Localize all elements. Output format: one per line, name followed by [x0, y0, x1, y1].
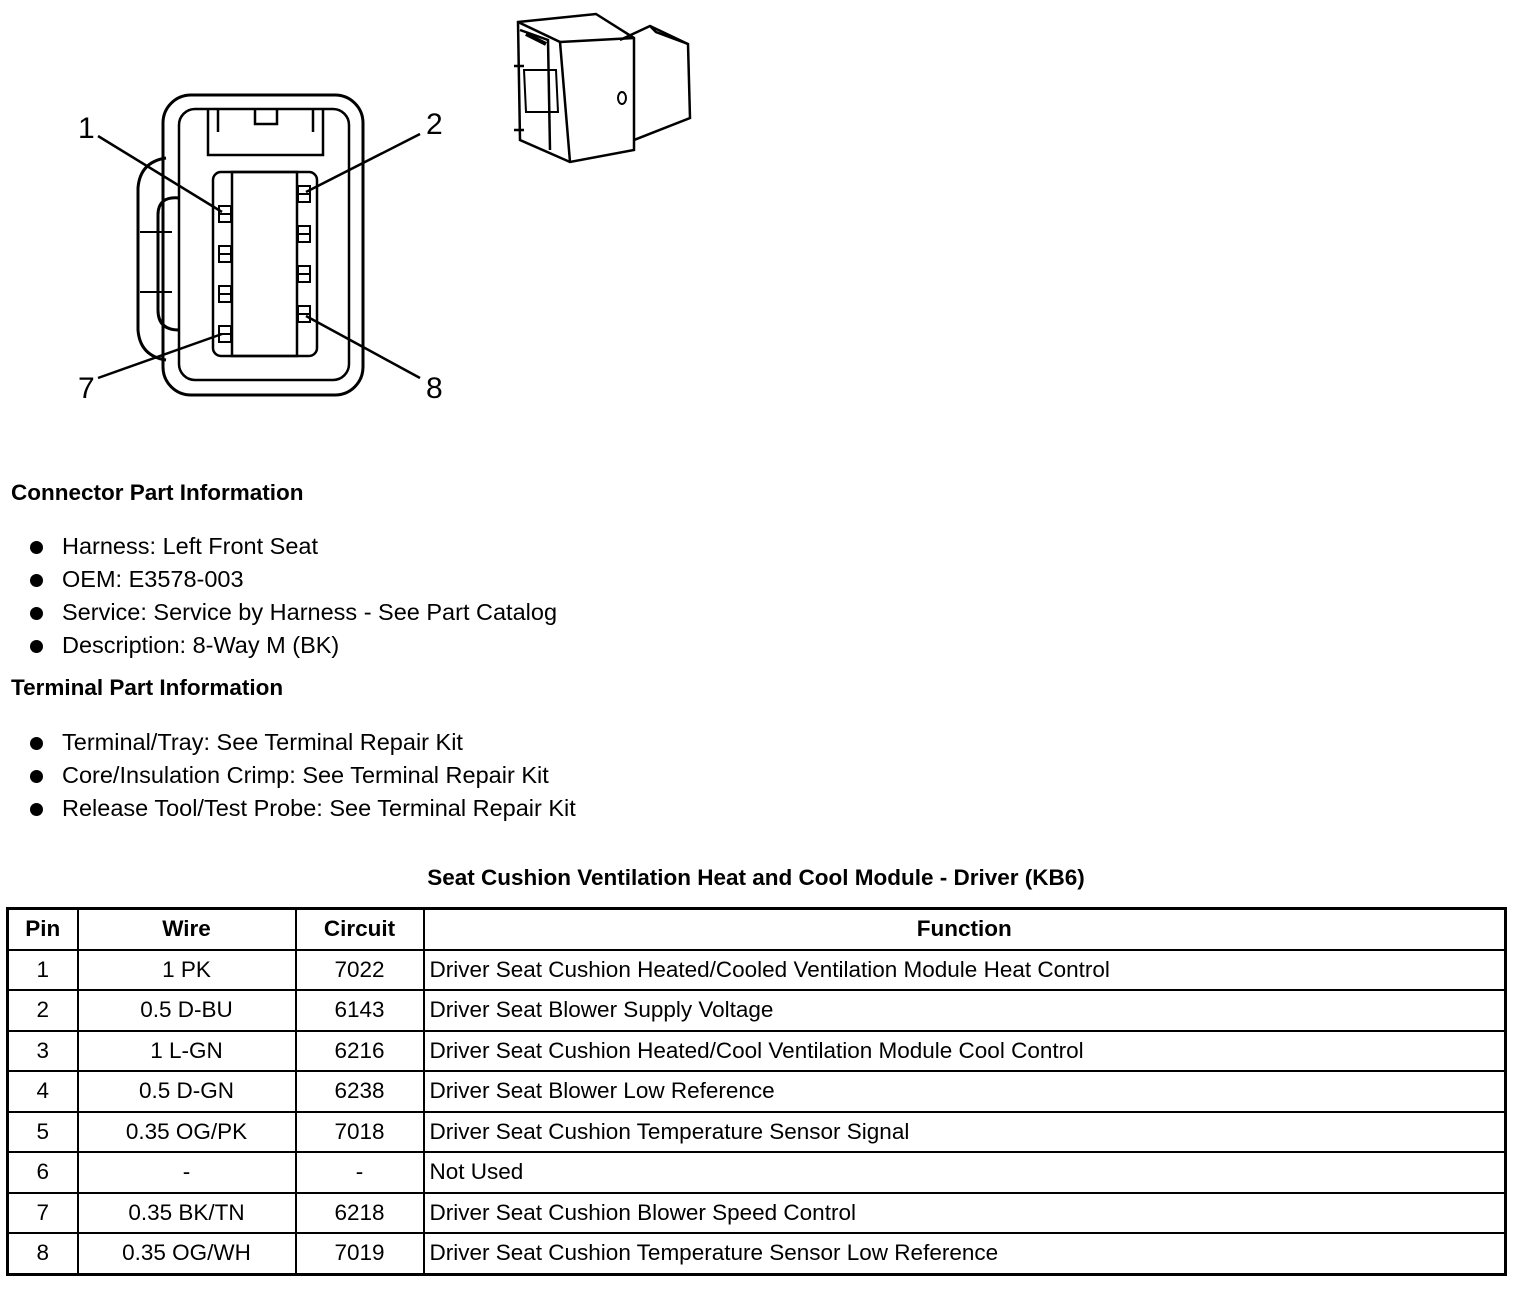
callout-pin-8: 8: [426, 372, 443, 405]
list-item: [28, 759, 576, 792]
cell-pin: 7: [8, 1193, 78, 1234]
connector-info-list: [28, 530, 557, 662]
cell-wire: 0.5 D-GN: [78, 1071, 296, 1112]
cell-wire: 0.5 D-BU: [78, 990, 296, 1031]
cell-pin: 3: [8, 1031, 78, 1072]
cell-function: Driver Seat Cushion Temperature Sensor Low Reference: [424, 1233, 1506, 1274]
header-circuit: Circuit: [296, 909, 424, 950]
cell-function: Driver Seat Blower Low Reference: [424, 1071, 1506, 1112]
table-row: [8, 1031, 1506, 1072]
header-wire: Wire: [78, 909, 296, 950]
oem-text: OEM: E3578-003: [62, 566, 244, 592]
connector-diagram: [0, 0, 760, 440]
table-row: [8, 1152, 1506, 1193]
bullet-icon: [30, 737, 43, 750]
cell-circuit: 6218: [296, 1193, 424, 1234]
terminal-info-heading: Terminal Part Information: [11, 675, 284, 700]
bullet-icon: [30, 607, 43, 620]
cell-wire: 1 L-GN: [78, 1031, 296, 1072]
right-terminals: [298, 186, 310, 322]
table-row: [8, 950, 1506, 991]
bullet-icon: [30, 541, 43, 554]
pin-table: [6, 907, 1507, 1276]
list-item: [28, 596, 557, 629]
table-row: [8, 990, 1506, 1031]
connector-info-heading: Connector Part Information: [11, 480, 304, 505]
cell-circuit: 7019: [296, 1233, 424, 1274]
cell-function: Driver Seat Cushion Heated/Cool Ventilation Module Cool Control: [424, 1031, 1506, 1072]
bullet-icon: [30, 574, 43, 587]
cell-circuit: 6238: [296, 1071, 424, 1112]
bullet-icon: [30, 803, 43, 816]
harness-text: Harness: Left Front Seat: [62, 533, 319, 559]
cell-pin: 5: [8, 1112, 78, 1153]
cell-wire: 0.35 OG/WH: [78, 1233, 296, 1274]
cell-function: Not Used: [424, 1152, 1506, 1193]
callout-pin-2: 2: [426, 108, 443, 141]
header-function: Function: [424, 909, 1506, 950]
release-tool-text: Release Tool/Test Probe: See Terminal Repair Kit: [62, 795, 576, 821]
core-crimp-text: Core/Insulation Crimp: See Terminal Repair Kit: [62, 762, 549, 788]
header-pin: Pin: [8, 909, 78, 950]
cell-wire: 0.35 OG/PK: [78, 1112, 296, 1153]
list-item: [28, 530, 557, 563]
pin-table-title: Seat Cushion Ventilation Heat and Cool Module - Driver (KB6): [427, 865, 1085, 890]
table-header-row: [8, 909, 1506, 950]
table-row: [8, 1193, 1506, 1234]
cell-pin: 8: [8, 1233, 78, 1274]
list-item: [28, 792, 576, 825]
table-row: [8, 1071, 1506, 1112]
cell-circuit: -: [296, 1152, 424, 1193]
cell-function: Driver Seat Cushion Heated/Cooled Ventilation Module Heat Control: [424, 950, 1506, 991]
callout-leaders: [98, 134, 420, 378]
cell-function: Driver Seat Blower Supply Voltage: [424, 990, 1506, 1031]
cell-pin: 2: [8, 990, 78, 1031]
terminal-info-list: [28, 726, 576, 825]
service-text: Service: Service by Harness - See Part Catalog: [62, 599, 558, 625]
cell-circuit: 6143: [296, 990, 424, 1031]
bullet-icon: [30, 770, 43, 783]
list-item: [28, 726, 576, 759]
table-row: [8, 1112, 1506, 1153]
cell-circuit: 7018: [296, 1112, 424, 1153]
cell-function: Driver Seat Cushion Temperature Sensor Signal: [424, 1112, 1506, 1153]
list-item: [28, 629, 557, 662]
callout-pin-1: 1: [78, 112, 95, 145]
table-row: [8, 1233, 1506, 1274]
cell-pin: 1: [8, 950, 78, 991]
connector-face-view: [98, 95, 420, 395]
terminal-tray-text: Terminal/Tray: See Terminal Repair Kit: [62, 729, 463, 755]
left-terminals: [219, 206, 231, 342]
cell-circuit: 7022: [296, 950, 424, 991]
cell-pin: 6: [8, 1152, 78, 1193]
cell-wire: 1 PK: [78, 950, 296, 991]
callout-pin-7: 7: [78, 372, 95, 405]
description-text: Description: 8-Way M (BK): [62, 632, 340, 658]
connector-3d-view: [514, 14, 690, 162]
cell-function: Driver Seat Cushion Blower Speed Control: [424, 1193, 1506, 1234]
list-item: [28, 563, 557, 596]
cell-circuit: 6216: [296, 1031, 424, 1072]
cell-wire: 0.35 BK/TN: [78, 1193, 296, 1234]
bullet-icon: [30, 640, 43, 653]
cell-pin: 4: [8, 1071, 78, 1112]
cell-wire: -: [78, 1152, 296, 1193]
